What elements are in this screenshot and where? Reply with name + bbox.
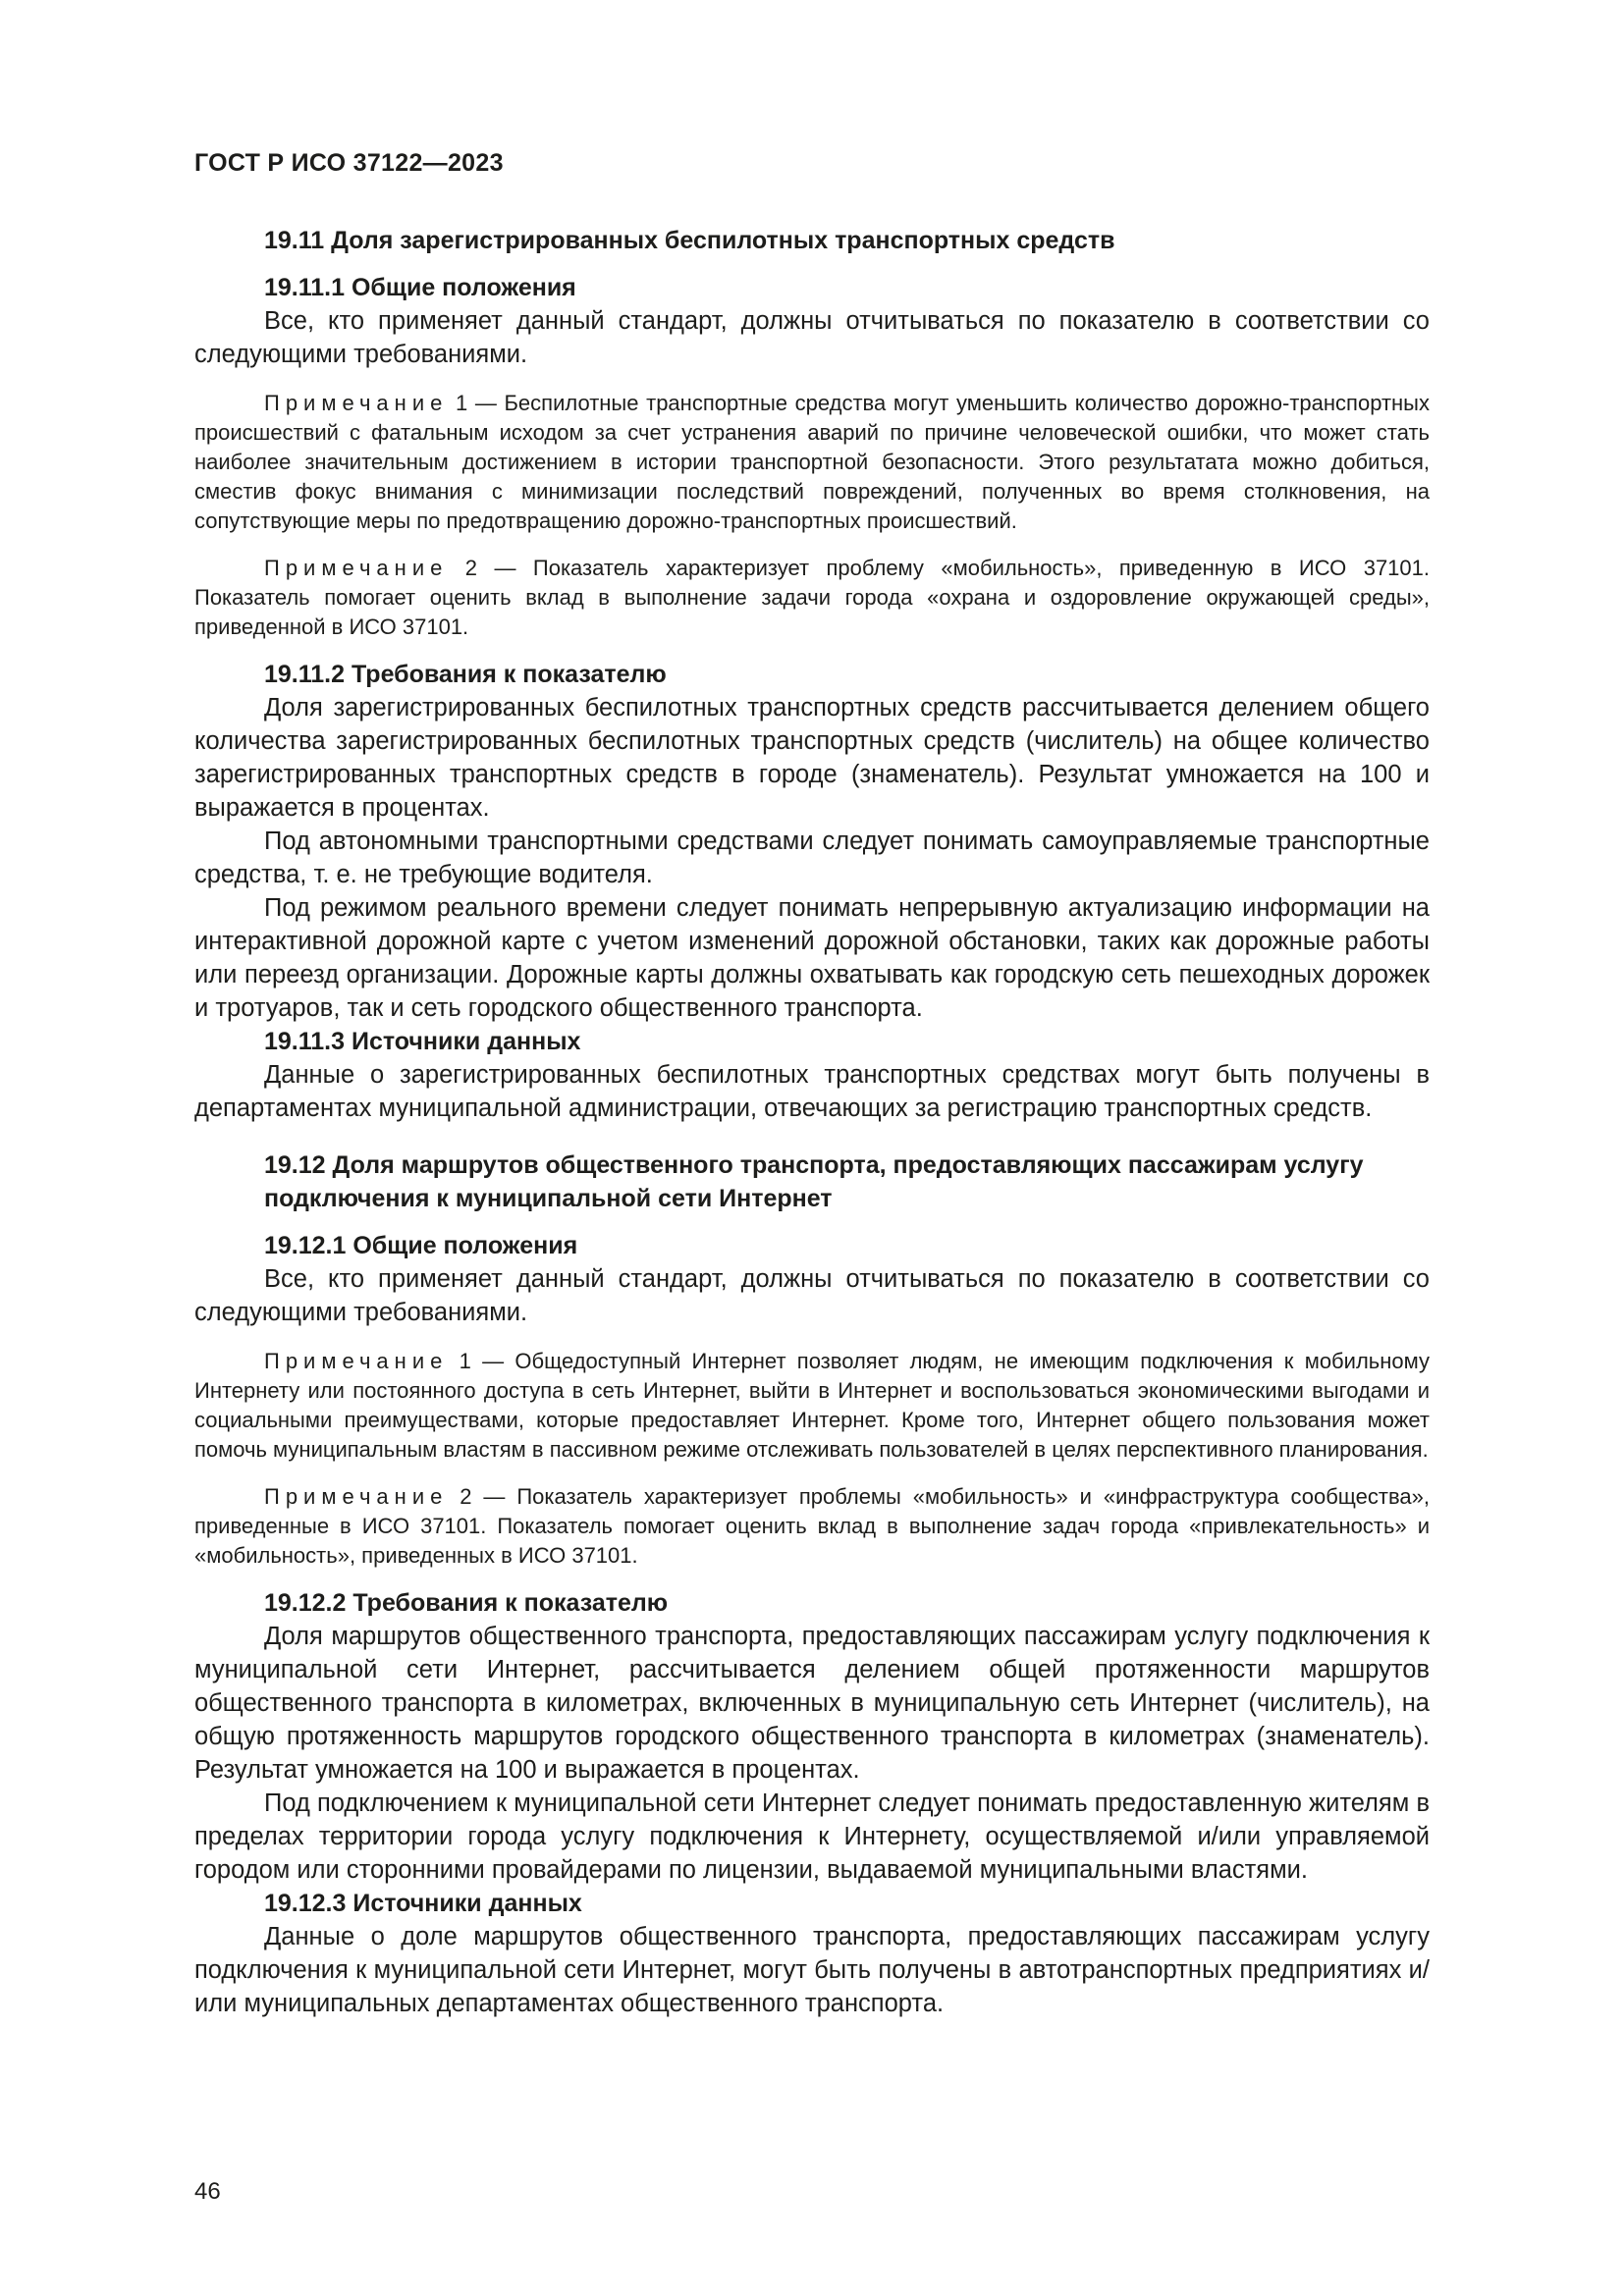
note-2 [194,1482,1430,1571]
document-code: ГОСТ Р ИСО 37122—2023 [194,149,504,177]
subsection-title-19-11-3: 19.11.3 Источники данных [264,1028,581,1055]
section-title-19-11: 19.11 Доля зарегистрированных беспилотных транспортных средств [264,227,1115,254]
note-text: 2 — Показатель характеризует проблемы «мобильность» и «инфраструктура сообщества», приведенные в ИСО 37101. Показатель помогает оценить вклад в выполнение задач города «привлекательность» и «мобильность», приведенных в ИСО 37101. [194,1484,1430,1568]
note-label: Примечание [264,1349,449,1373]
page-content [194,224,1430,2020]
note-label: Примечание [264,391,449,415]
note-label: Примечание [264,1484,449,1509]
paragraph: Под подключением к муниципальной сети Интернет следует понимать предоставленную жителям в пределах территории города услугу подключения к Интернету, осуществляемой и/или управляемой городом или сторонними провайдерами по лицензии, выдаваемой муниципальными властями. [194,1789,1430,1884]
paragraph: Под режимом реального времени следует понимать непрерывную актуализацию информации на интерактивной дорожной карте с учетом изменений дорожной обстановки, таких как дорожные работы или переезд организации. Дорожные карты должны охватывать как городскую сеть пешеходных дорожек и тротуаров, так и сеть городского общественного транспорта. [194,894,1430,1022]
paragraph: Все, кто применяет данный стандарт, должны отчитываться по показателю в соответствии со следующими требованиями. [194,307,1430,368]
subsection-title-19-12-1: 19.12.1 Общие положения [264,1232,578,1259]
paragraph: Все, кто применяет данный стандарт, должны отчитываться по показателю в соответствии со следующими требованиями. [194,1265,1430,1326]
subsection-title-19-12-2: 19.12.2 Требования к показателю [264,1589,669,1617]
subsection-title-19-11-2: 19.11.2 Требования к показателю [264,661,667,688]
paragraph: Доля зарегистрированных беспилотных транспортных средств рассчитывается делением общего количества зарегистрированных беспилотных транспортных средств (числитель) на общее количество зарегистрированных транспортных средств в городе (знаменатель). Результат умножается на 100 и выражается в процентах. [194,694,1430,822]
note-text: 1 — Общедоступный Интернет позволяет людям, не имеющим подключения к мобильному Интернету или постоянного доступа в сеть Интернет, выйти в Интернет и воспользоваться экономическими выгодами и социальными преимуществами, которые предоставляет Интернет. Кроме того, Интернет общего пользования может помочь муниципальным властям в пассивном режиме отслеживать пользователей в целях перспективного планирования. [194,1349,1430,1462]
paragraph: Данные о зарегистрированных беспилотных транспортных средствах могут быть получены в департаментах муниципальной администрации, отвечающих за регистрацию транспортных средств. [194,1061,1430,1122]
subsection-title-19-12-3: 19.12.3 Источники данных [264,1890,582,1917]
note-text: 1 — Беспилотные транспортные средства могут уменьшить количество дорожно-транспортных происшествий с фатальным исходом за счет устранения аварий по причине человеческой ошибки, что может стать наиболее значительным достижением в истории транспортной безопасности. Этого результатата можно добиться, сместив фокус внимания с минимизации последствий повреждений, полученных во время столкновения, на сопутствующие меры по предотвращению дорожно-транспортных происшествий. [194,391,1430,533]
note-label: Примечание [264,556,449,580]
paragraph: Доля маршрутов общественного транспорта, предоставляющих пассажирам услугу подключения к муниципальной сети Интернет, рассчитывается делением общей протяженности маршрутов общественного транспорта в километрах, включенных в муниципальную сеть Интернет (числитель), на общую протяженность маршрутов городского общественного транспорта в километрах (знаменатель). Результат умножается на 100 и выражается в процентах. [194,1623,1430,1784]
note-1 [194,389,1430,536]
section-title-19-12: 19.12 Доля маршрутов общественного транспорта, предоставляющих пассажирам услугу подключения к муниципальной сети Интернет [264,1151,1364,1212]
paragraph: Данные о доле маршрутов общественного транспорта, предоставляющих пассажирам услугу подключения к муниципальной сети Интернет, могут быть получены в автотранспортных предприятиях и/или муниципальных департаментах общественного транспорта. [194,1923,1430,2017]
paragraph: Под автономными транспортными средствами следует понимать самоуправляемые транспортные средства, т. е. не требующие водителя. [194,828,1430,888]
note-text: 2 — Показатель характеризует проблему «мобильность», приведенную в ИСО 37101. Показатель помогает оценить вклад в выполнение задачи города «охрана и оздоровление окружающей среды», приведенной в ИСО 37101. [194,556,1430,639]
subsection-title-19-11-1: 19.11.1 Общие положения [264,274,576,301]
page-number: 46 [194,2178,221,2205]
note-2 [194,554,1430,642]
note-1 [194,1347,1430,1465]
